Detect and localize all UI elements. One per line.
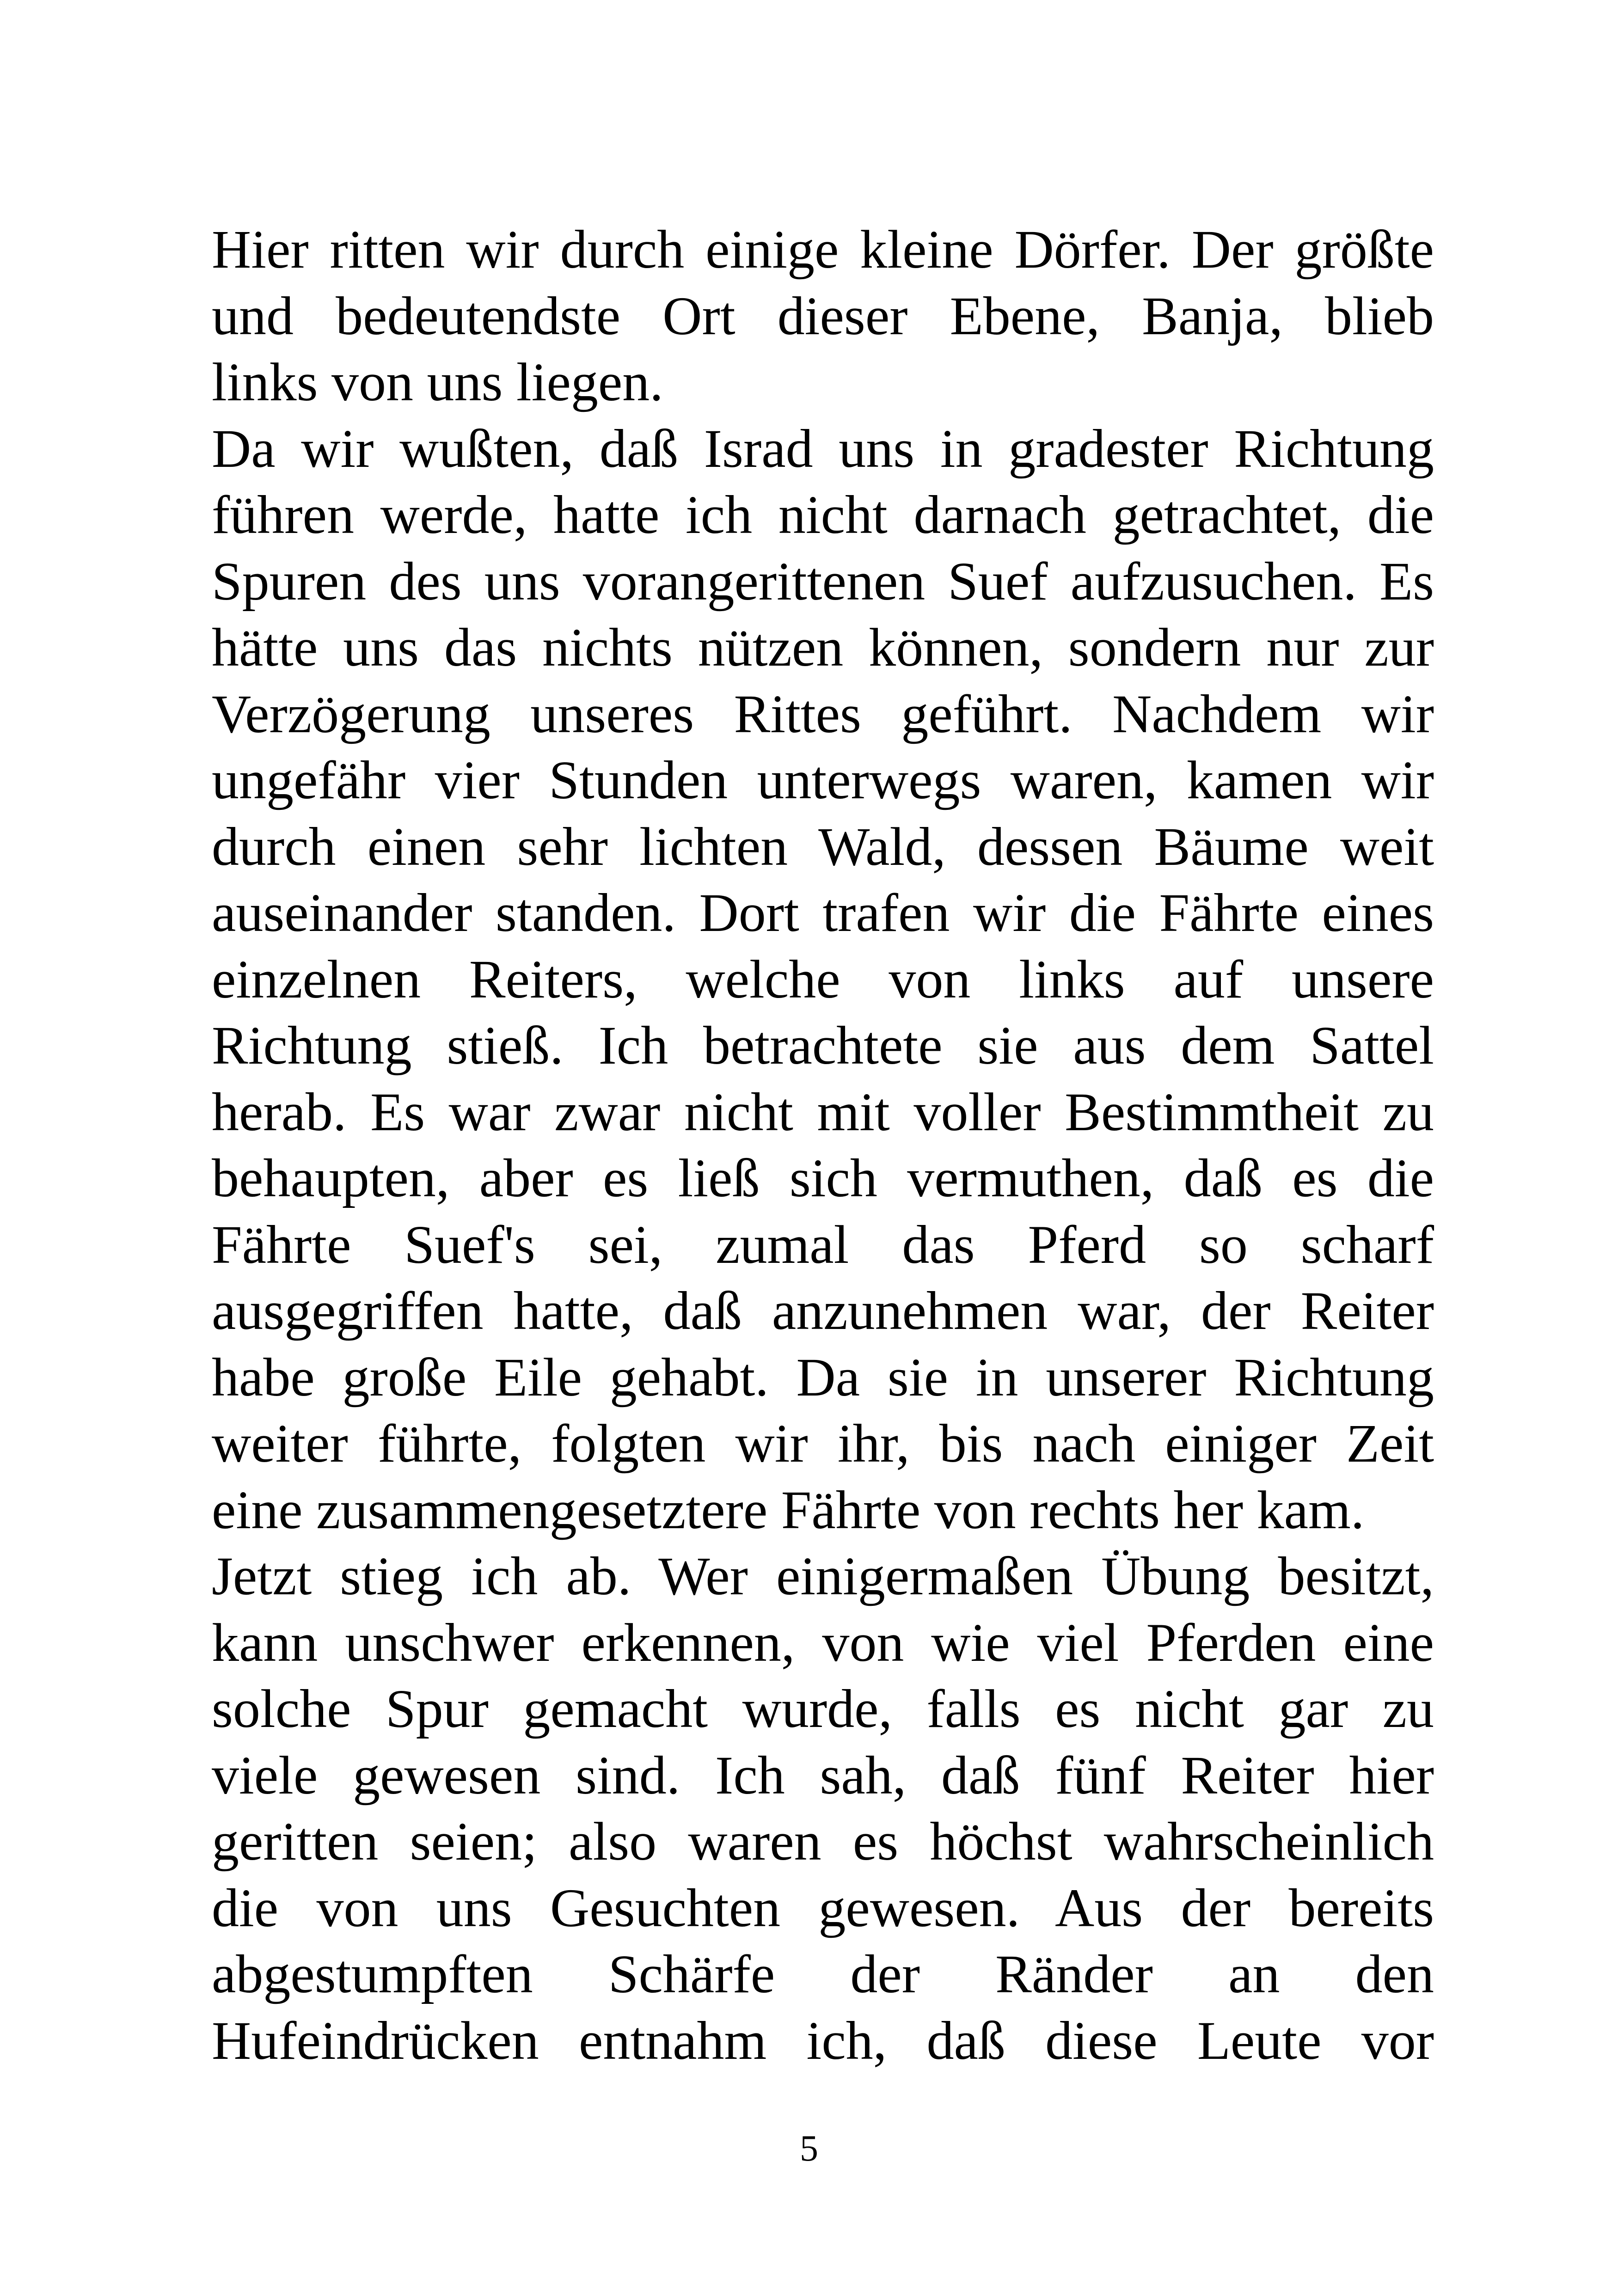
text-line: die von uns Gesuchten gewesen. Aus der bereits — [212, 1877, 1434, 1938]
text-line: Richtung stieß. Ich betrachtete sie aus dem Sattel — [212, 1015, 1434, 1076]
text-line: weiter führte, folgten wir ihr, bis nach einiger Zeit — [212, 1413, 1434, 1474]
text-line: führen werde, hatte ich nicht darnach getrachtet, die — [212, 484, 1434, 545]
page-number: 5 — [800, 2128, 818, 2169]
text-line: Fährte Suef's sei, zumal das Pferd so scharf — [212, 1214, 1434, 1275]
text-line: eine zusammengesetztere Fährte von rechts her kam. — [212, 1479, 1365, 1540]
text-line: Verzögerung unseres Rittes geführt. Nachdem wir — [212, 683, 1434, 744]
text-line: abgestumpften Schärfe der Ränder an den — [212, 1944, 1434, 2004]
text-line: hätte uns das nichts nützen können, sondern nur zur — [212, 617, 1434, 678]
body-text — [212, 216, 1434, 2074]
text-line: Hier ritten wir durch einige kleine Dörfer. Der größte — [212, 219, 1434, 280]
text-line: solche Spur gemacht wurde, falls es nicht gar zu — [212, 1678, 1434, 1739]
text-line: behaupten, aber es ließ sich vermuthen, daß es die — [212, 1148, 1434, 1208]
text-line: links von uns liegen. — [212, 352, 663, 412]
text-line: ungefähr vier Stunden unterwegs waren, kamen wir — [212, 750, 1434, 810]
text-line: Da wir wußten, daß Israd uns in gradester Richtung — [212, 418, 1434, 479]
text-line: viele gewesen sind. Ich sah, daß fünf Reiter hier — [212, 1745, 1434, 1806]
paragraph-2 — [212, 416, 1434, 1543]
text-line: Hufeindrücken entnahm ich, daß diese Leute vor — [212, 2010, 1434, 2071]
text-line: auseinander standen. Dort trafen wir die Fährte eines — [212, 882, 1434, 943]
text-line: und bedeutendste Ort dieser Ebene, Banja, blieb — [212, 285, 1434, 346]
text-line: ausgegriffen hatte, daß anzunehmen war, der Reiter — [212, 1280, 1434, 1341]
text-line: einzelnen Reiters, welche von links auf unsere — [212, 949, 1434, 1010]
text-line: geritten seien; also waren es höchst wahrscheinlich — [212, 1811, 1434, 1872]
text-line: herab. Es war zwar nicht mit voller Bestimmtheit zu — [212, 1081, 1434, 1142]
text-line: Jetzt stieg ich ab. Wer einigermaßen Übung besitzt, — [212, 1546, 1434, 1606]
text-line: kann unschwer erkennen, von wie viel Pferden eine — [212, 1612, 1434, 1673]
text-line: durch einen sehr lichten Wald, dessen Bäume weit — [212, 816, 1434, 877]
text-line: habe große Eile gehabt. Da sie in unserer Richtung — [212, 1347, 1434, 1408]
paragraph-1 — [212, 216, 1434, 416]
text-line: Spuren des uns vorangerittenen Suef aufzusuchen. Es — [212, 551, 1434, 612]
paragraph-3 — [212, 1543, 1434, 2074]
